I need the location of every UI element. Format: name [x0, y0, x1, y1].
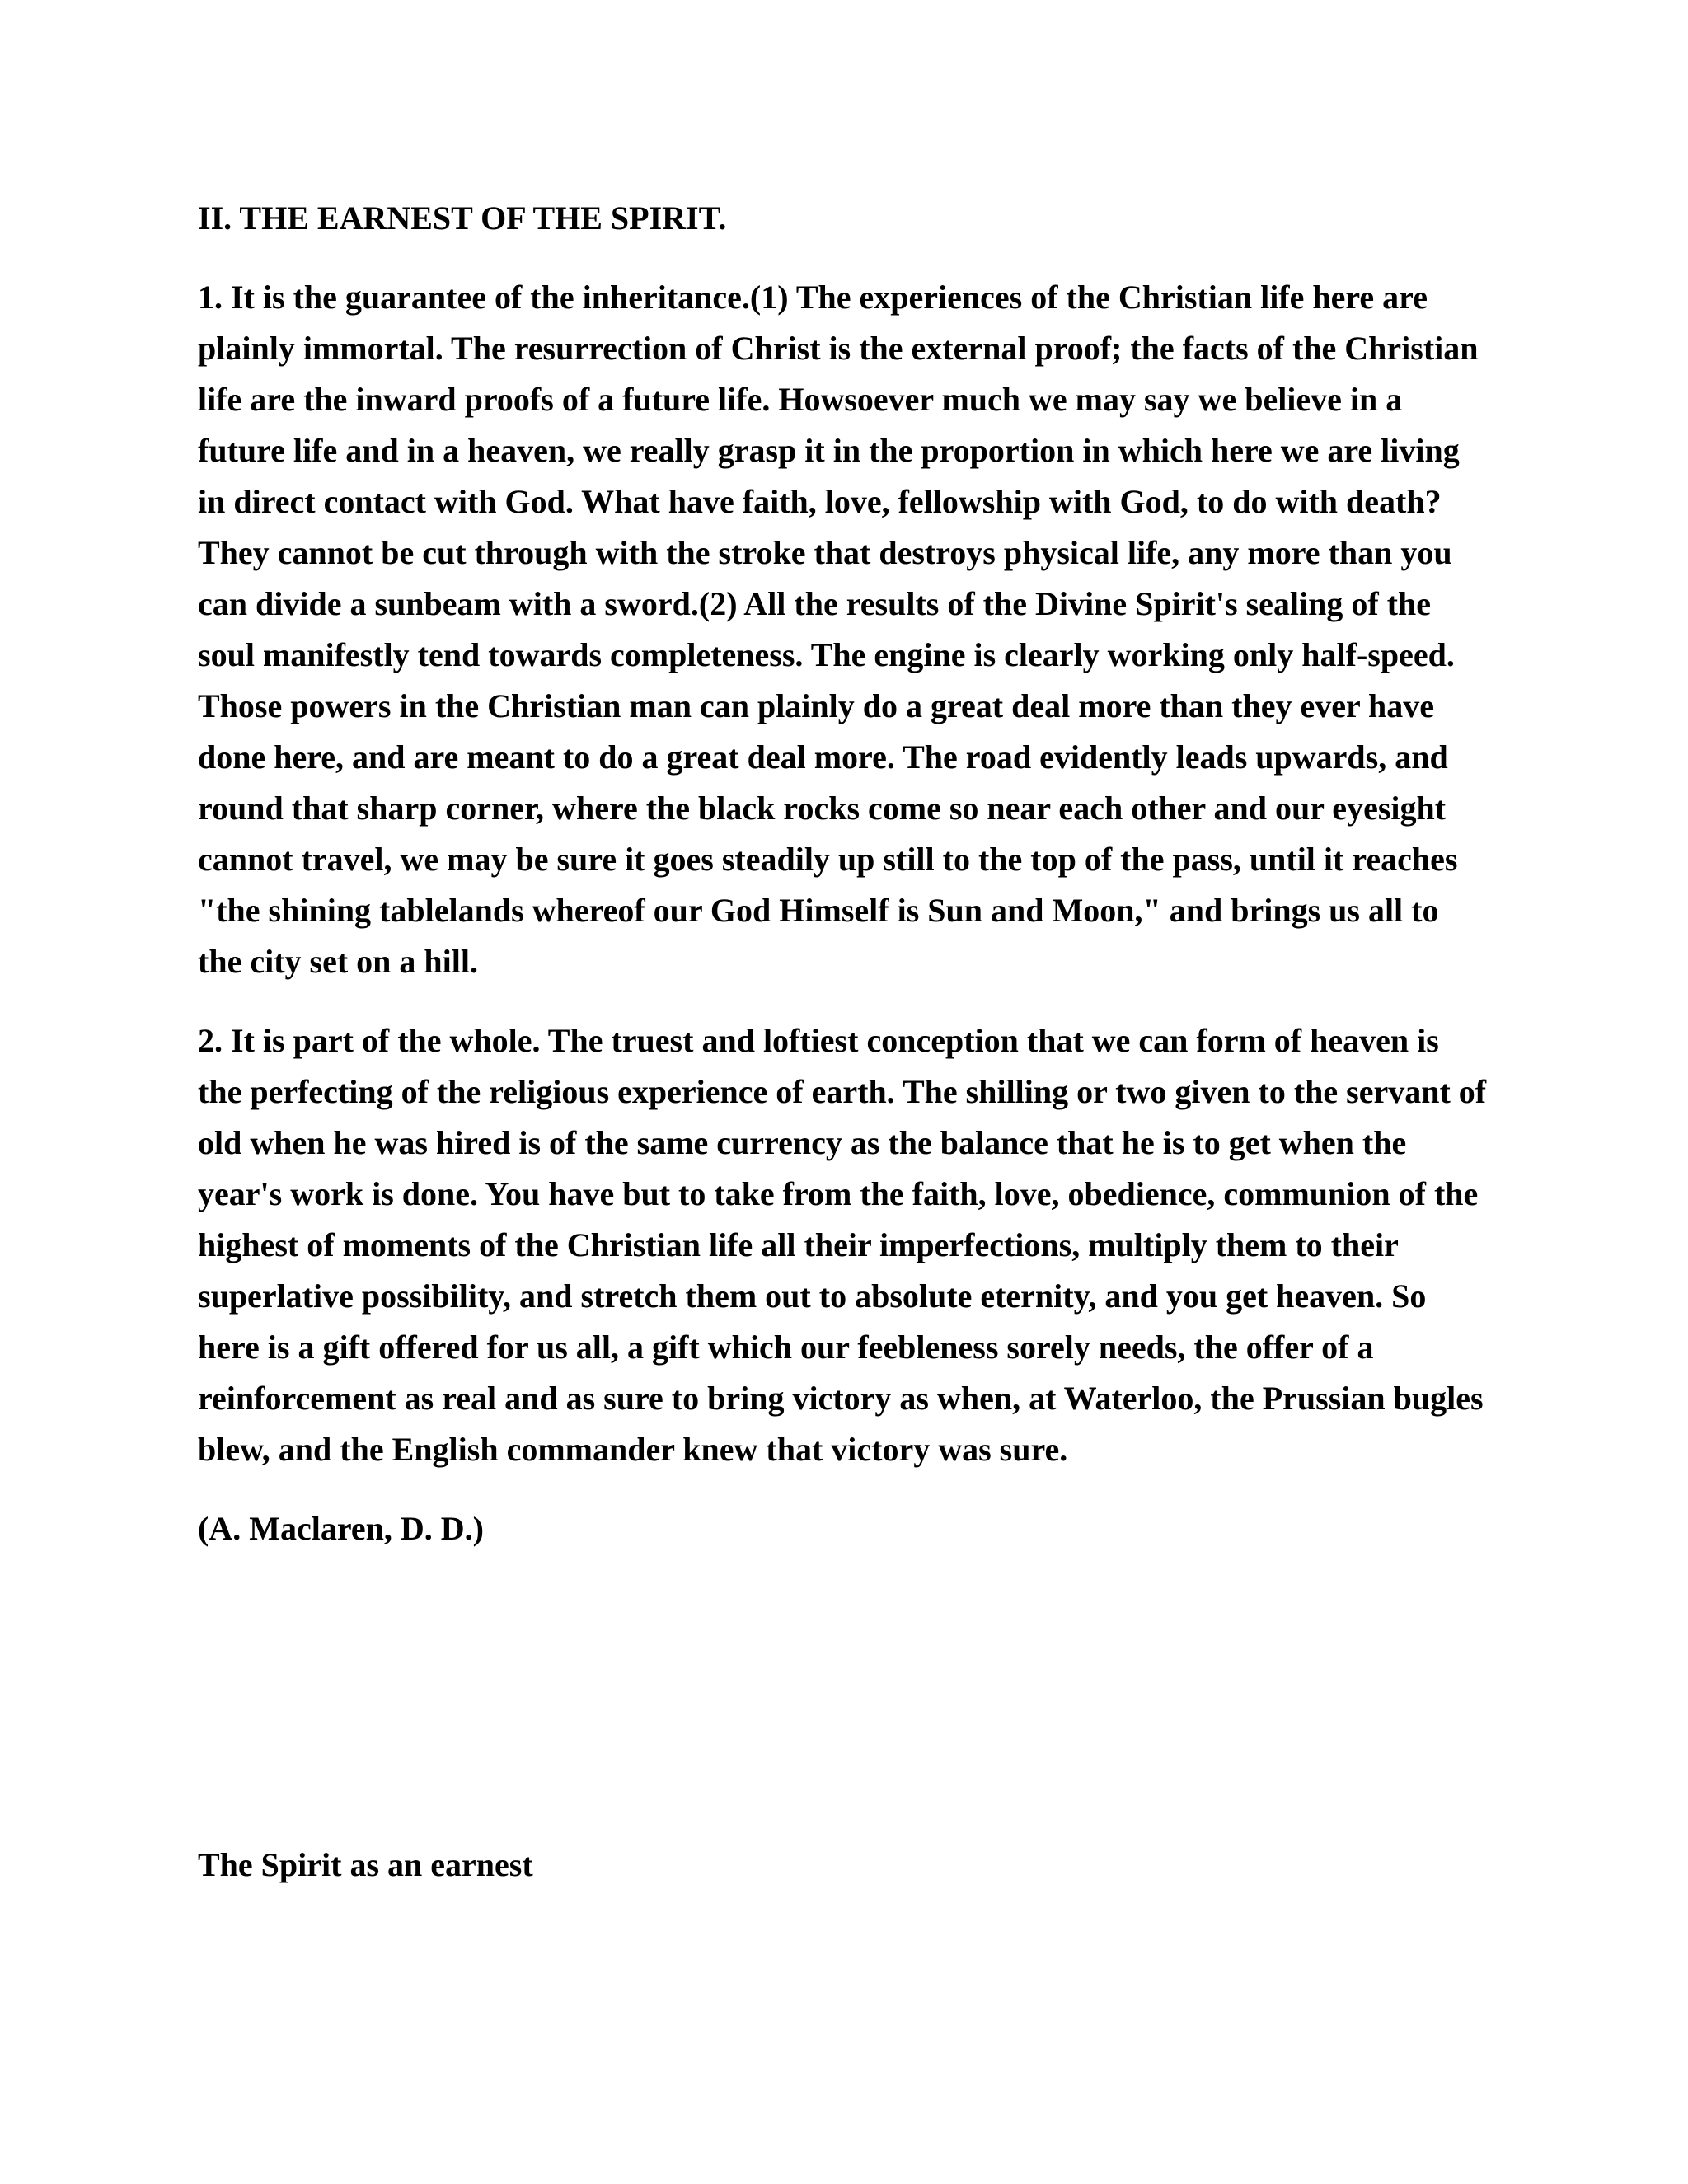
document-body	[198, 193, 1490, 1554]
section-heading: II. THE EARNEST OF THE SPIRIT.	[198, 199, 727, 237]
paragraph-1: 1. It is the guarantee of the inheritance.(1) The experiences of the Christian life here are plainly immortal. The resurrection of Christ is the external proof; the facts of the Christian life are the inward proofs of a future life. Howsoever much we may say we believe in a future life and in a heaven, we really grasp it in the proportion in which here we are living in direct contact with God. What have faith, love, fellowship with God, to do with death? They cannot be cut through with the stroke that destroys physical life, any more than you can divide a sunbeam with a sword.(2) All the results of the Divine Spirit's sealing of the soul manifestly tend towards completeness. The engine is clearly working only half-speed. Those powers in the Christian man can plainly do a great deal more than they ever have done here, and are meant to do a great deal more. The road evidently leads upwards, and round that sharp corner, where the black rocks come so near each other and our eyesight cannot travel, we may be sure it goes steadily up still to the top of the pass, until it reaches "the shining tablelands whereof our God Himself is Sun and Moon," and brings us all to the city set on a hill.	[198, 279, 1479, 980]
next-section-title: The Spirit as an earnest	[198, 1846, 533, 1883]
author-attribution: (A. Maclaren, D. D.)	[198, 1510, 484, 1547]
paragraph-2: 2. It is part of the whole. The truest and loftiest conception that we can form of heaven is the perfecting of the religious experience of earth. The shilling or two given to the servant of old when he was hired is of the same currency as the balance that he is to get when the year's work is done. You have but to take from the faith, love, obedience, communion of the highest of moments of the Christian life all their imperfections, multiply them to their superlative possibility, and stretch them out to absolute eternity, and you get heaven. So here is a gift offered for us all, a gift which our feebleness sorely needs, the offer of a reinforcement as real and as sure to bring victory as when, at Waterloo, the Prussian bugles blew, and the English commander knew that victory was sure.	[198, 1022, 1487, 1468]
